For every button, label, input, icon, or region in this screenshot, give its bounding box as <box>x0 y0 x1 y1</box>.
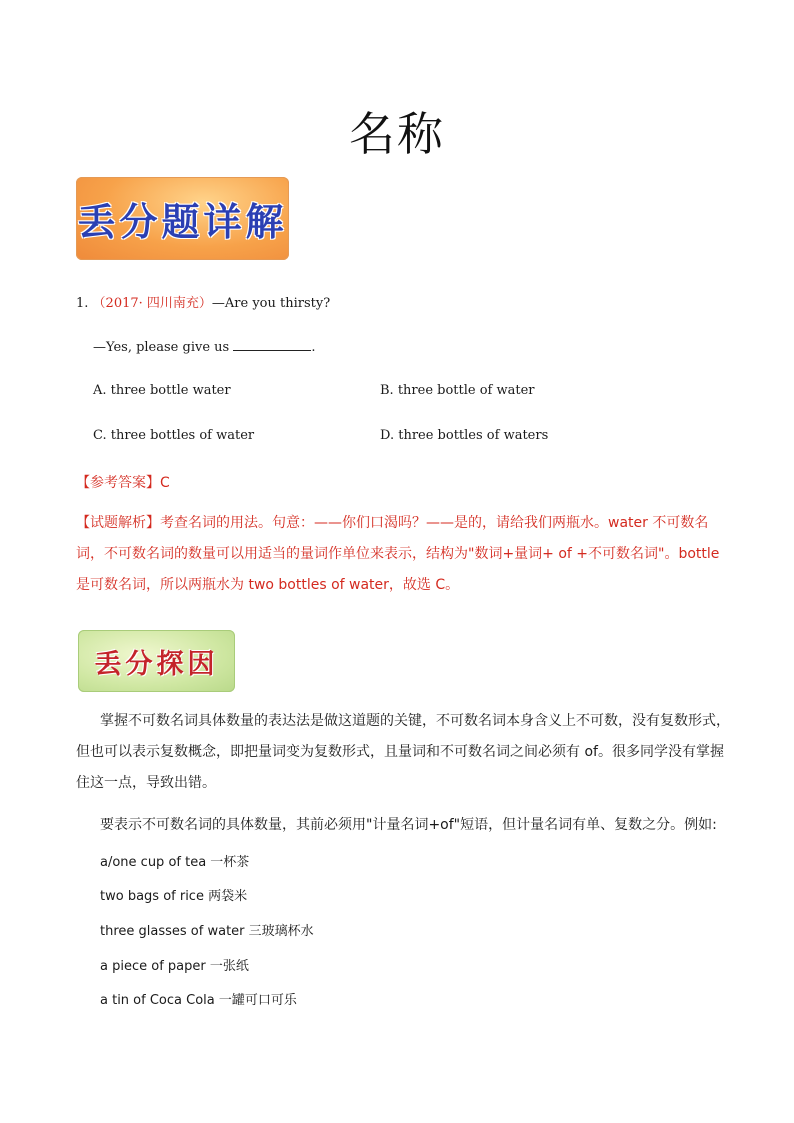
answer-label: 【参考答案】 <box>76 475 160 491</box>
page-title: 名称 <box>349 107 445 161</box>
question-reply: —Yes, please give us <box>93 340 230 355</box>
question-number: 1. <box>76 296 89 311</box>
answer-value: C <box>160 475 170 491</box>
banner-label: 丢分探因 <box>94 648 219 680</box>
option-b: B. three bottle of water <box>380 383 535 398</box>
banner-label: 丢分题详解 <box>77 200 288 244</box>
example-item: a piece of paper 一张纸 <box>100 959 249 974</box>
analysis-paragraph <box>76 508 732 601</box>
analysis-label: 【试题解析】 <box>76 515 160 531</box>
answer-blank <box>233 338 311 351</box>
example-item: two bags of rice 两袋米 <box>100 889 248 904</box>
reply-end: . <box>311 340 316 355</box>
question-prompt: —Are you thirsty? <box>211 296 331 311</box>
example-item: a/one cup of tea 一杯茶 <box>100 855 250 870</box>
option-c: C. three bottles of water <box>93 428 255 443</box>
section-banner-error-detail <box>76 177 289 260</box>
question-reply-line <box>93 338 315 355</box>
section-banner-error-cause <box>78 630 235 692</box>
answer-line <box>76 472 170 492</box>
analysis-text: 考查名词的用法。句意：——你们口渴吗？——是的，请给我们两瓶水。water 不可数名词，不可数名词的数量可以用适当的量词作单位来表示，结构为"数词+量词+ of +不可数名词"。bottle 是可数名词，所以两瓶水为 two bottles of water，故选 C。 <box>76 515 720 593</box>
option-a: A. three bottle water <box>93 383 231 398</box>
question-line <box>76 292 330 311</box>
option-d: D. three bottles of waters <box>380 428 549 443</box>
explanation-paragraph-2: 要表示不可数名词的具体数量，其前必须用"计量名词+of"短语，但计量名词有单、复数之分。例如: <box>100 817 717 833</box>
question-source: （2017· 四川南充） <box>92 296 212 311</box>
example-item: three glasses of water 三玻璃杯水 <box>100 924 314 939</box>
explanation-paragraph-1: 掌握不可数名词具体数量的表达法是做这道题的关键，不可数名词本身含义上不可数，没有复数形式，但也可以表示复数概念，即把量词变为复数形式，且量词和不可数名词之间必须有 of。很多同学没有掌握住这一点，导致出错。 <box>76 713 730 791</box>
example-item: a tin of Coca Cola 一罐可口可乐 <box>100 993 297 1008</box>
